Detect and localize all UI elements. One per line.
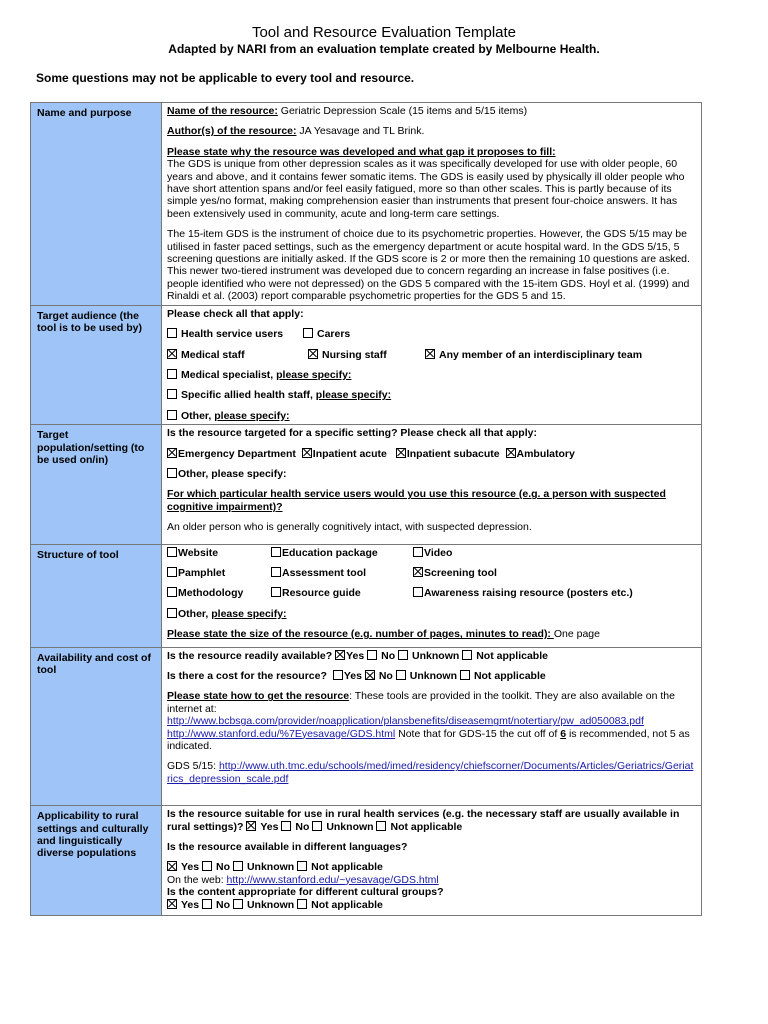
authors-label: Author(s) of the resource:	[167, 125, 297, 138]
applicability-note: Some questions may not be applicable to every tool and resource.	[36, 71, 415, 85]
evaluation-table	[30, 102, 702, 916]
resource-name-label: Name of the resource:	[167, 105, 278, 117]
why-label: Please state why the resource was developed and what gap it proposes to fill:	[167, 145, 556, 158]
resource-guide-checkbox[interactable]	[271, 587, 281, 597]
page-title: Tool and Resource Evaluation Template	[251, 24, 517, 41]
ambulatory-checkbox[interactable]	[506, 448, 516, 458]
culture-yes-checkbox[interactable]	[167, 899, 177, 909]
target-population-row: Target population/setting (to be used on/in) Is the resource targeted for a specific setting? Please check all that apply: Emergency Department Inpatient acute Inpatient subacute Ambulatory Other, please specify: For which particular health service users would you use this resource (e.g. a person with suspected cognitive impairment)? An older person who is generally cognitively intact, with suspected depression.	[31, 425, 702, 544]
why-paragraph-1: The GDS is unique from other depression scales as it was specifically developed for use with older people, 60 years and above, and it contains fewer somatic items. The GDS is easily used by physically ill older people who have short attention spans and/or feel easily fatigued, more so than other scales. This is partly because of its simple yes/no format, making comprehension easier than instruments that present four-choice answers. It has been extensively used in community, acute and long-term care settings.	[167, 158, 685, 220]
rural-question: Is the resource suitable for use in rural health services (e.g. the necessary staff are usually available in rural settings)?	[167, 808, 680, 833]
cost-na-checkbox[interactable]	[460, 670, 470, 680]
readily-yes-checkbox[interactable]	[335, 650, 345, 660]
interdisciplinary-checkbox[interactable]	[425, 349, 435, 359]
education-package-checkbox[interactable]	[271, 547, 281, 557]
cost-no-checkbox[interactable]	[365, 670, 375, 680]
cutoff-value: 6	[560, 727, 567, 740]
inpatient-subacute-checkbox[interactable]	[396, 448, 406, 458]
carers-checkbox[interactable]	[303, 328, 313, 338]
culture-question: Is the content appropriate for different cultural groups?	[167, 886, 444, 899]
assessment-tool-checkbox[interactable]	[271, 567, 281, 577]
medical-specialist-checkbox[interactable]	[167, 369, 177, 379]
applicability-label: Applicability to rural settings and culturally and linguistically diverse populations	[31, 806, 162, 916]
resource-name-value: Geriatric Depression Scale (15 items and 5/15 items)	[277, 105, 528, 117]
size-answer: One page	[553, 628, 600, 641]
rural-no-checkbox[interactable]	[281, 821, 291, 831]
users-answer: An older person who is generally cognitively intact, with suspected depression.	[167, 521, 532, 534]
awareness-checkbox[interactable]	[413, 587, 423, 597]
setting-prompt: Is the resource targeted for a specific setting? Please check all that apply:	[167, 427, 537, 440]
rural-na-checkbox[interactable]	[376, 821, 386, 831]
setting-other-checkbox[interactable]	[167, 468, 177, 478]
lang-yes-checkbox[interactable]	[167, 861, 177, 871]
readily-na-checkbox[interactable]	[462, 650, 472, 660]
website-checkbox[interactable]	[167, 547, 177, 557]
size-question: Please state the size of the resource (e.g. number of pages, minutes to read):	[167, 628, 554, 641]
name-purpose-label: Name and purpose	[31, 103, 162, 306]
stanford-web-link[interactable]: http://www.stanford.edu/~yesavage/GDS.html	[226, 873, 439, 886]
uth-link[interactable]: http://www.uth.tmc.edu/schools/med/imed/residency/chiefscorner/Documents/Articles/Geriatrics/Geriatrics_depression_scale.pdf	[167, 760, 694, 785]
structure-row: Structure of tool Website Education package Video Pamphlet Assessment tool Screening tool Methodology Resource guide Awareness raising resource (posters etc.) Other, please specify: Please state the size of the resource (e.g. number of pages, minutes to read): One page	[31, 544, 702, 647]
inpatient-acute-checkbox[interactable]	[302, 448, 312, 458]
readily-unknown-checkbox[interactable]	[398, 650, 408, 660]
applicability-row: Applicability to rural settings and culturally and linguistically diverse populations Is the resource suitable for use in rural health services (e.g. the necessary staff are usually available in rural settings)? Yes No Unknown Not applicable Is the resource available in different languages? Yes No Unknown Not applicable On the web: http://www.stanford.edu/~yesavage/GDS.html Is the content appropriate for different cultural groups? Yes No Unknown Not applicable	[31, 806, 702, 916]
video-checkbox[interactable]	[413, 547, 423, 557]
pamphlet-checkbox[interactable]	[167, 567, 177, 577]
why-paragraph-2: The 15-item GDS is the instrument of choice due to its psychometric properties. However, the GDS 5/15 may be utilised in faster paced settings, such as the emergency department or acute hospital ward. In the GDS 5/15, 5 screening questions are initially asked. If the GDS score is 2 or more then the remaining 10 questions are asked. This newer two-tiered instrument was developed due to concern regarding an increase in false positives (i.e. people identified who were not depressed) on the GDS 5 compared with the 15-item GDS. Hoyl et al. (1999) and Rinaldi et al. (2003) report comparable psychometric properties for the GDS 5 and 15.	[167, 228, 690, 303]
readily-available-question: Is the resource readily available?	[167, 649, 333, 662]
structure-other-checkbox[interactable]	[167, 608, 177, 618]
methodology-checkbox[interactable]	[167, 587, 177, 597]
structure-label: Structure of tool	[31, 544, 162, 647]
stanford-link[interactable]: http://www.stanford.edu/%7Eyesavage/GDS.html	[167, 727, 396, 740]
language-question: Is the resource available in different languages?	[167, 841, 408, 854]
cost-yes-checkbox[interactable]	[333, 670, 343, 680]
target-audience-row: Target audience (the tool is to be used by) Please check all that apply: Health service users Carers Medical staff Nursing staff Any member of an interdisciplinary team Medical specialist, please specify: Specific allied health staff, please specify: Other, please specify:	[31, 305, 702, 424]
rural-unknown-checkbox[interactable]	[312, 821, 322, 831]
culture-na-checkbox[interactable]	[297, 899, 307, 909]
lang-unknown-checkbox[interactable]	[233, 861, 243, 871]
lang-na-checkbox[interactable]	[297, 861, 307, 871]
authors-value: JA Yesavage and TL Brink.	[296, 125, 425, 138]
screening-tool-checkbox[interactable]	[413, 567, 423, 577]
emergency-checkbox[interactable]	[167, 448, 177, 458]
availability-label: Availability and cost of tool	[31, 647, 162, 806]
rural-yes-checkbox[interactable]	[246, 821, 256, 831]
culture-no-checkbox[interactable]	[202, 899, 212, 909]
audience-other-checkbox[interactable]	[167, 410, 177, 420]
target-population-label: Target population/setting (to be used on/in)	[31, 425, 162, 544]
page-subtitle: Adapted by NARI from an evaluation template created by Melbourne Health.	[168, 42, 600, 56]
availability-row: Availability and cost of tool Is the resource readily available? Yes No Unknown Not applicable Is there a cost for the resource? Yes No Unknown Not applicable Please state how to get the resource: These tools are provided in the toolkit. They are also available on the internet at: http://www.bcbsga.com/provider/noapplication/plansbenefits/diseasemgmt/notertiary/pw_ad050083.pdf http://www.stanford.edu/%7Eyesavage/GDS.html Note that for GDS-15 the cut off of 6 is recommended, not 5 as indicated. GDS 5/15: http://www.uth.tmc.edu/schools/med/imed/residency/chiefscorner/Documents/Articles/Geriatrics/Geriatrics_depression_scale.pdf	[31, 647, 702, 806]
cost-question: Is there a cost for the resource?	[167, 670, 327, 682]
lang-no-checkbox[interactable]	[202, 861, 212, 871]
health-service-users-checkbox[interactable]	[167, 328, 177, 338]
how-to-get-label: Please state how to get the resource	[167, 690, 350, 703]
name-purpose-row	[31, 103, 702, 306]
users-question: For which particular health service users would you use this resource (e.g. a person with suspected cognitive impairment)?	[167, 488, 666, 513]
bcbsga-link[interactable]: http://www.bcbsga.com/provider/noapplication/plansbenefits/diseasemgmt/notertiary/pw_ad050083.pdf	[167, 715, 644, 728]
cost-unknown-checkbox[interactable]	[396, 670, 406, 680]
culture-unknown-checkbox[interactable]	[233, 899, 243, 909]
medical-staff-checkbox[interactable]	[167, 349, 177, 359]
audience-prompt: Please check all that apply:	[167, 307, 304, 320]
readily-no-checkbox[interactable]	[367, 650, 377, 660]
nursing-staff-checkbox[interactable]	[308, 349, 318, 359]
target-audience-label: Target audience (the tool is to be used by)	[31, 305, 162, 424]
allied-health-checkbox[interactable]	[167, 389, 177, 399]
